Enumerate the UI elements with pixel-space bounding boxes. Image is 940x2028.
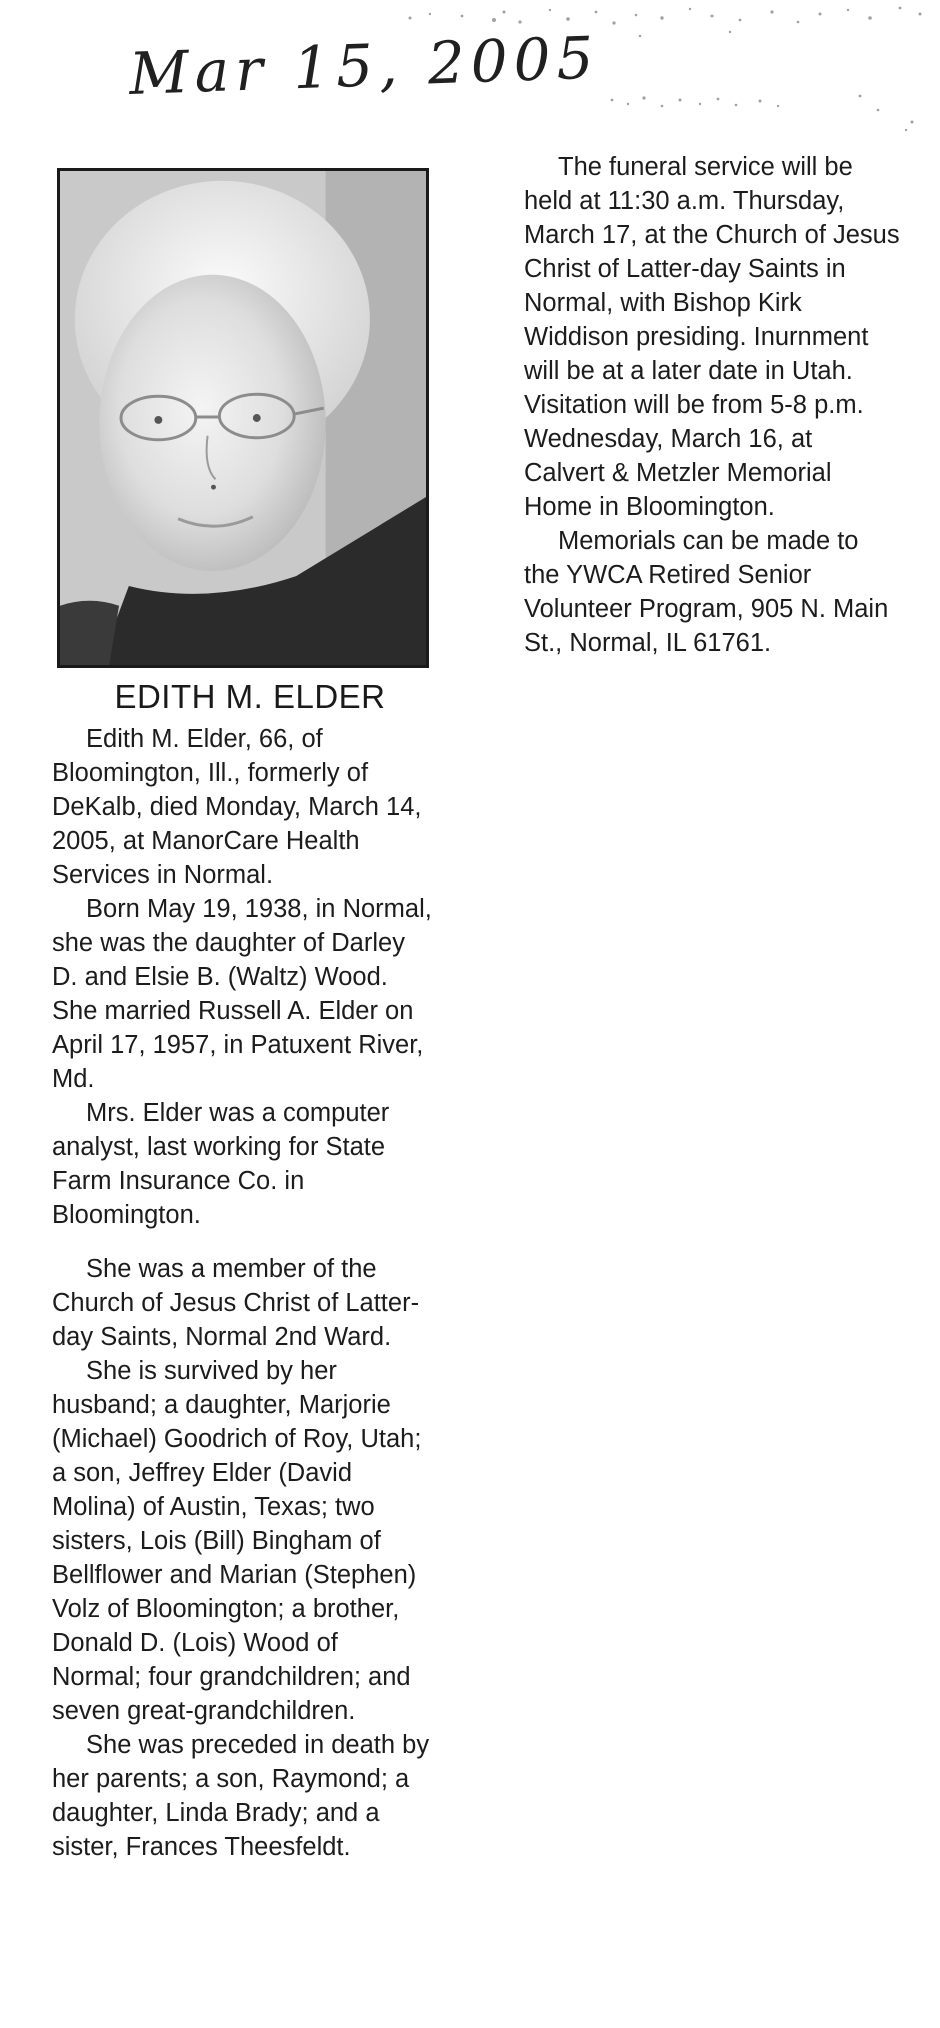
handwritten-date: Mar 15, 2005 (128, 23, 601, 108)
obituary-left-column (52, 722, 432, 1864)
obituary-paragraph: She was preceded in death by her parents; a son, Raymond; a daughter, Linda Brady; and a sister, Frances Theesfeldt. (52, 1731, 430, 1861)
obituary-paragraph: She is survived by her husband; a daughter, Marjorie (Michael) Goodrich of Roy, Utah; a son, Jeffrey Elder (David Molina) of Austin, Texas; two sisters, Lois (Bill) Bingham of Bellflower and Marian (Stephen) Volz of Bloomington; a brother, Donald D. (Lois) Wood of Normal; four grandchildren; and seven great-grandchildren. (52, 1357, 422, 1725)
obituary-paragraph: Born May 19, 1938, in Normal, she was the daughter of Darley D. and Elsie B. (Waltz) Wood. She married Russell A. Elder on April 17, 1957, in Patuxent River, Md. (52, 895, 432, 1093)
obituary-paragraph: Mrs. Elder was a computer analyst, last working for State Farm Insurance Co. in Bloomington. (52, 1099, 390, 1229)
obituary-paragraph: Memorials can be made to the YWCA Retired Senior Volunteer Program, 905 N. Main St., Normal, IL 61761. (524, 527, 889, 657)
obituary-paragraph: She was a member of the Church of Jesus Christ of Latter-day Saints, Normal 2nd Ward. (52, 1255, 420, 1351)
portrait-photo (57, 168, 429, 668)
obituary-paragraph: Edith M. Elder, 66, of Bloomington, Ill., formerly of DeKalb, died Monday, March 14, 2005, at ManorCare Health Services in Normal. (52, 725, 422, 889)
obituary-right-column (524, 150, 900, 660)
deceased-name-heading: EDITH M. ELDER (114, 678, 386, 715)
obituary-paragraph: The funeral service will be held at 11:30 a.m. Thursday, March 17, at the Church of Jesus Christ of Latter-day Saints in Normal, with Bishop Kirk Widdison presiding. Inurnment will be at a later date in Utah. Visitation will be from 5-8 p.m. Wednesday, March 16, at Calvert & Metzler Memorial Home in Bloomington. (524, 153, 900, 521)
